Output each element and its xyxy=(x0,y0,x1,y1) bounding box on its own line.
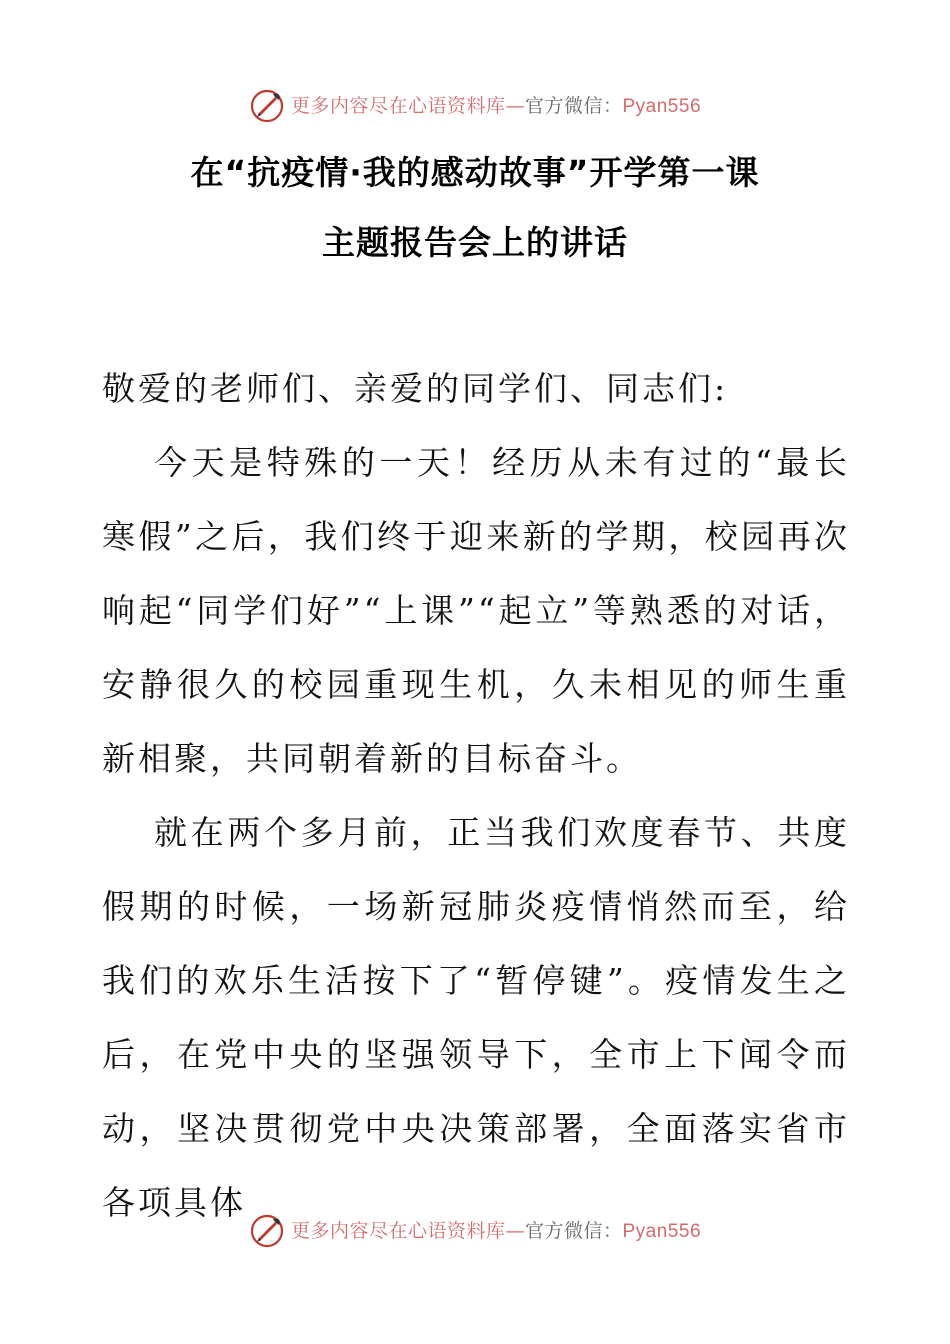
banner-wechat-id: Pyan556 xyxy=(622,95,702,117)
footer-watermark-banner xyxy=(0,1211,950,1251)
document-title-line-1: 在“抗疫情·我的感动故事”开学第一课 xyxy=(190,153,760,192)
quill-pen-icon xyxy=(249,88,285,124)
document-body xyxy=(102,352,850,1240)
banner-wechat-label: 官方微信： xyxy=(524,94,623,117)
banner-site-name: 更多内容尽在心语资料库 xyxy=(290,1219,506,1242)
banner-wechat-id: Pyan556 xyxy=(622,1220,702,1242)
document-title-line-2: 主题报告会上的讲话 xyxy=(322,223,628,262)
banner-site-name: 更多内容尽在心语资料库 xyxy=(290,94,506,117)
body-paragraph-1: 今天是特殊的一天！经历从未有过的“最长寒假”之后，我们终于迎来新的学期，校园再次响起“同学们好”“上课”“起立”等熟悉的对话，安静很久的校园重现生机，久未相见的师生重新相聚，共同朝着新的目标奋斗。 xyxy=(102,443,850,778)
quill-pen-icon xyxy=(249,1213,285,1249)
header-watermark-banner xyxy=(0,86,950,126)
body-paragraph-2: 就在两个多月前，正当我们欢度春节、共度假期的时候，一场新冠肺炎疫情悄然而至，给我们的欢乐生活按下了“暂停键”。疫情发生之后，在党中央的坚强领导下，全市上下闻令而动，坚决贯彻党中央决策部署，全面落实省市各项具体 xyxy=(102,813,850,1222)
banner-separator: — xyxy=(505,1219,525,1242)
salutation: 敬爱的老师们、亲爱的同学们、同志们: xyxy=(102,369,729,408)
banner-separator: — xyxy=(505,94,525,117)
banner-wechat-label: 官方微信： xyxy=(524,1219,623,1242)
